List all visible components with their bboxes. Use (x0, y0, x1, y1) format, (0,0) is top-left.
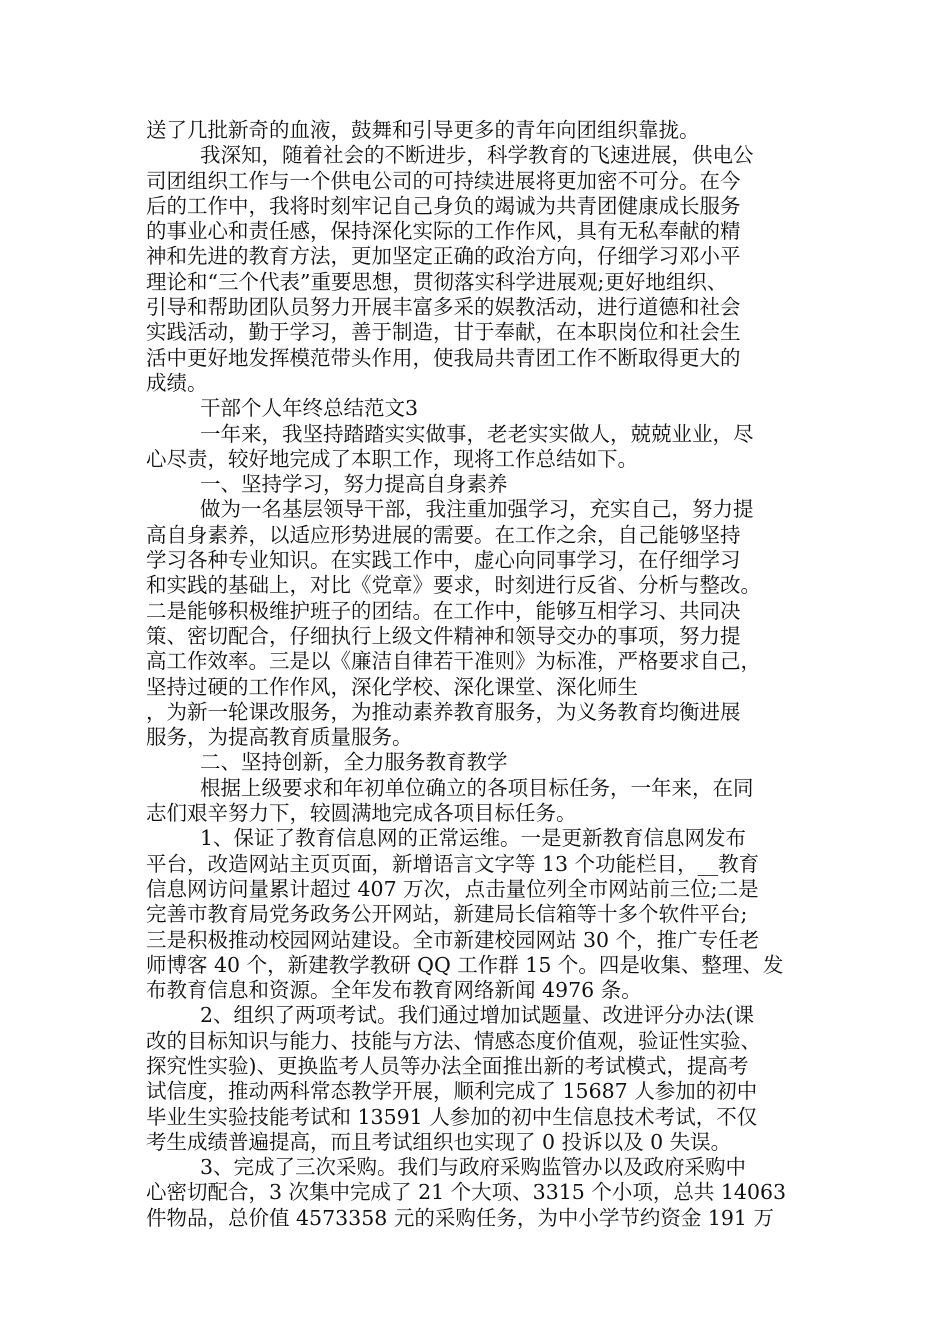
text-line: 信息网访问量累计超过 407 万次，点击量位列全市网站前三位;二是 (146, 876, 759, 901)
text-line: 探究性实验)、更换监考人员等办法全面推出新的考试模式，提高考 (146, 1053, 749, 1078)
text-line: 志们艰辛努力下，较圆满地完成各项目标任务。 (146, 801, 577, 826)
paragraph-first-line: 1、保证了教育信息网的正常运维。一是更新教育信息网发布 (200, 826, 747, 851)
text-line: 高工作效率。三是以《廉洁自律若干准则》为标准，严格要求自己， (146, 649, 761, 674)
text-line: 神和先进的教育方法，更加坚定正确的政治方向，仔细学习邓小平 (146, 244, 741, 269)
text-line: 心密切配合，3 次集中完成了 21 个大项、3315 个小项，总共 14063 (146, 1180, 787, 1205)
text-line: 服务，为提高教育质量服务。 (146, 725, 413, 750)
text-line: 活中更好地发挥模范带头作用，使我局共青团工作不断取得更大的 (146, 345, 741, 370)
text-line: 心尽责，较好地完成了本职工作，现将工作总结如下。 (146, 446, 638, 471)
text-line: 的事业心和责任感，保持深化实际的工作作风，具有无私奉献的精 (146, 219, 741, 244)
text-line: ，为新一轮课改服务，为推动素养教育服务，为义务教育均衡进展 (146, 699, 741, 724)
text-line: 完善市教育局党务政务公开网站，新建局长信箱等十多个软件平台; (146, 902, 748, 927)
text-line: 毕业生实验技能考试和 13591 人参加的初中生信息技术考试，不仅 (146, 1104, 758, 1129)
text-line: 布教育信息和资源。全年发布教育网络新闻 4976 条。 (146, 978, 642, 1003)
text-line: 策、密切配合，仔细执行上级文件精神和领导交办的事项，努力提 (146, 623, 741, 648)
text-line: 件物品，总价值 4573358 元的采购任务，为中小学节约资金 191 万 (146, 1205, 774, 1230)
text-line: 考生成绩普遍提高，而且考试组织也实现了 0 投诉以及 0 失误。 (146, 1129, 732, 1154)
paragraph-first-line: 根据上级要求和年初单位确立的各项目标任务，一年来，在同 (200, 775, 754, 800)
text-line: 后的工作中，我将时刻牢记自己身负的竭诚为共青团健康成长服务 (146, 193, 741, 218)
paragraph-first-line: 一、坚持学习，努力提高自身素养 (200, 472, 508, 497)
text-line: 学习各种专业知识。在实践工作中，虚心向同事学习，在仔细学习 (146, 548, 741, 573)
text-line: 高自身素养，以适应形势进展的需要。在工作之余，自己能够坚持 (146, 522, 741, 547)
text-line: 师博客 40 个，新建教学教研 QQ 工作群 15 个。四是收集、整理、发 (146, 952, 784, 977)
paragraph-first-line: 3、完成了三次采购。我们与政府采购监管办以及政府采购中 (200, 1155, 747, 1180)
paragraph-first-line: 一年来，我坚持踏踏实实做事，老老实实做人，兢兢业业，尽 (200, 421, 754, 446)
text-line: 三是积极推动校园网站建设。全市新建校园网站 30 个，推广专任老 (146, 927, 760, 952)
paragraph-first-line: 2、组织了两项考试。我们通过增加试题量、改进评分办法(课 (200, 1003, 755, 1028)
text-line: 坚持过硬的工作作风，深化学校、深化课堂、深化师生 (146, 674, 638, 699)
text-line: 和实践的基础上，对比《党章》要求，时刻进行反省、分析与整改。 (146, 573, 761, 598)
text-line: 平台，改造网站主页页面，新增语言文字等 13 个功能栏目，__教育 (146, 851, 760, 876)
text-line: 司团组织工作与一个供电公司的可持续进展将更加密不可分。在今 (146, 168, 741, 193)
paragraph-first-line: 做为一名基层领导干部，我注重加强学习，充实自己，努力提 (200, 497, 754, 522)
paragraph-first-line: 二、坚持创新，全力服务教育教学 (200, 750, 508, 775)
paragraph-first-line: 干部个人年终总结范文3 (200, 396, 419, 421)
text-line: 引导和帮助团队员努力开展丰富多采的娱教活动，进行道德和社会 (146, 295, 741, 320)
text-line: 二是能够积极维护班子的团结。在工作中，能够互相学习、共同决 (146, 598, 741, 623)
text-line: 实践活动，勤于学习，善于制造，甘于奉献，在本职岗位和社会生 (146, 320, 741, 345)
paragraph-first-line: 我深知，随着社会的不断进步，科学教育的飞速进展，供电公 (200, 143, 754, 168)
text-line: 理论和“三个代表”重要思想，贯彻落实科学进展观;更好地组织、 (146, 269, 728, 294)
text-line: 成绩。 (146, 370, 208, 395)
document-page (146, 118, 811, 1231)
text-line: 试信度，推动两科常态教学开展，顺利完成了 15687 人参加的初中 (146, 1079, 758, 1104)
text-line: 送了几批新奇的血液，鼓舞和引导更多的青年向团组织靠拢。 (146, 118, 700, 142)
text-line: 改的目标知识与能力、技能与方法、情感态度价值观，验证性实验、 (146, 1028, 761, 1053)
